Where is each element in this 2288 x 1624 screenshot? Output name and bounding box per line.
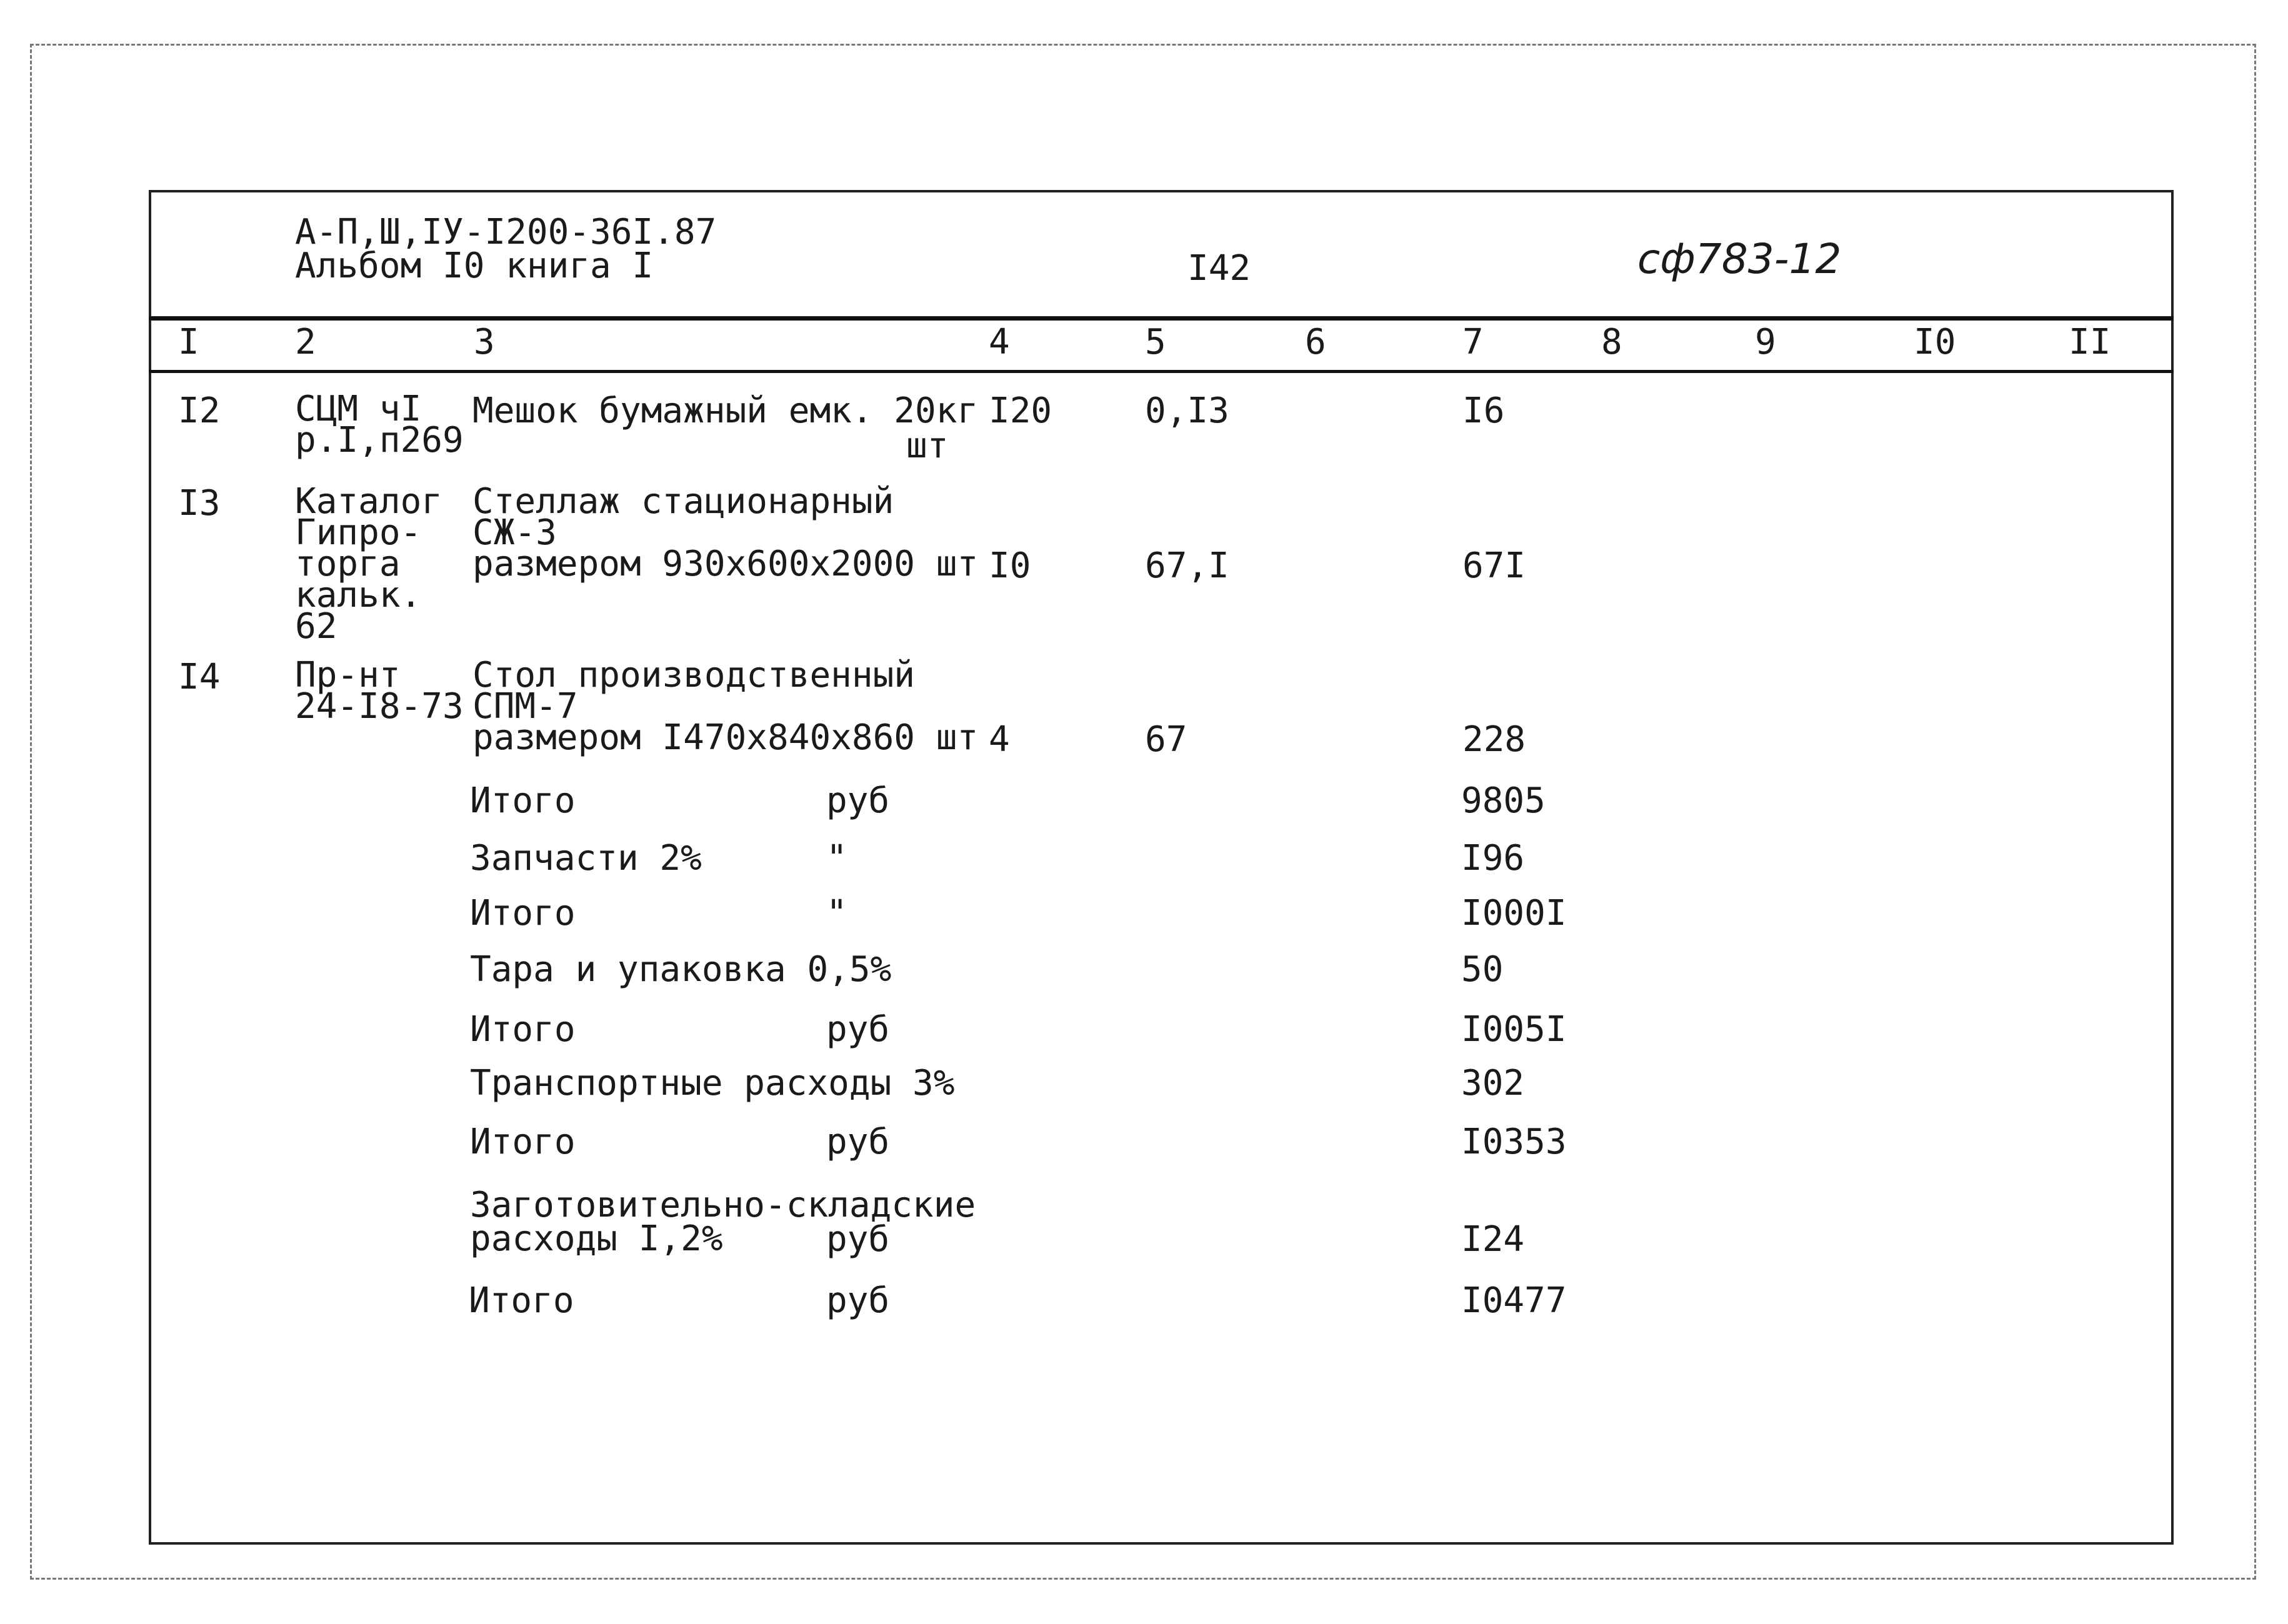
page-number: І42 [1187, 248, 1251, 289]
row-price: 0,І3 [1145, 391, 1229, 431]
row-total: І6 [1462, 391, 1505, 431]
column-header: 9 [1755, 322, 1776, 362]
summary-value: І96 [1461, 838, 1525, 879]
album-label: Альбом І0 книга І [295, 246, 654, 286]
summary-label: Итого [470, 780, 576, 821]
summary-unit: руб [826, 1280, 890, 1321]
row-qty: І0 [989, 545, 1031, 586]
summary-label: Итого [470, 1009, 576, 1050]
row-source: Каталог Гипро- торга кальк. 62 [295, 481, 443, 647]
summary-value: І0353 [1461, 1122, 1567, 1162]
row-name: Мешок бумажный емк. 20кг [472, 391, 979, 431]
summary-unit: руб [826, 1122, 890, 1162]
row-qty: І20 [989, 391, 1052, 431]
summary-unit: руб [826, 780, 890, 821]
header-rule-bottom [149, 370, 2174, 373]
column-header: 4 [989, 322, 1010, 362]
summary-label: Тара и упаковка 0,5% [470, 949, 892, 990]
summary-value: 9805 [1461, 780, 1546, 821]
row-number: І3 [178, 483, 221, 524]
row-price: 67 [1145, 719, 1187, 760]
summary-unit: " [826, 893, 847, 934]
summary-label: Транспортные расходы 3% [470, 1063, 955, 1103]
summary-label: Итого [469, 1280, 574, 1321]
column-header: 8 [1601, 322, 1622, 362]
row-number: І2 [178, 391, 221, 431]
row-source: Пр-нт 24-І8-73 [295, 655, 464, 727]
summary-unit: руб [826, 1219, 890, 1260]
summary-value: І000І [1461, 893, 1567, 934]
summary-unit: " [826, 838, 847, 879]
row-source: СЦМ чІ р.І,п269 [295, 389, 464, 461]
row-qty: 4 [989, 719, 1010, 760]
summary-value: І24 [1461, 1219, 1525, 1260]
column-header: 5 [1145, 322, 1166, 362]
row-total: 228 [1462, 719, 1526, 760]
doc-code: А-П,Ш,ІУ-І200-36І.87 [295, 212, 717, 252]
summary-label: Итого [470, 893, 576, 934]
column-header: І [178, 322, 199, 362]
summary-label: Заготовительно-складские расходы І,2% [470, 1185, 976, 1259]
column-header: 6 [1305, 322, 1326, 362]
row-name: Стеллаж стационарный СЖ-3 размером 930х600х2000 шт [472, 481, 979, 584]
summary-value: 302 [1461, 1063, 1525, 1103]
column-header: 3 [474, 322, 495, 362]
header-rule-top [149, 316, 2174, 321]
row-price: 67,І [1145, 545, 1229, 586]
summary-label: Запчасти 2% [470, 838, 702, 879]
column-header: ІІ [2069, 322, 2111, 362]
summary-value: 50 [1461, 949, 1504, 990]
row-total: 67І [1462, 545, 1526, 586]
column-header: 7 [1462, 322, 1484, 362]
column-header: 2 [295, 322, 316, 362]
row-number: І4 [178, 657, 221, 697]
column-header: І0 [1914, 322, 1956, 362]
row-unit: шт [906, 426, 949, 466]
summary-value: І005І [1461, 1009, 1567, 1050]
sheet-code: сф783-12 [1637, 235, 1842, 283]
summary-value: І0477 [1461, 1280, 1567, 1321]
summary-unit: руб [826, 1009, 890, 1050]
row-name: Стол производственный СПМ-7 размером І470х840х860 шт [472, 655, 979, 758]
summary-label: Итого [470, 1122, 576, 1162]
